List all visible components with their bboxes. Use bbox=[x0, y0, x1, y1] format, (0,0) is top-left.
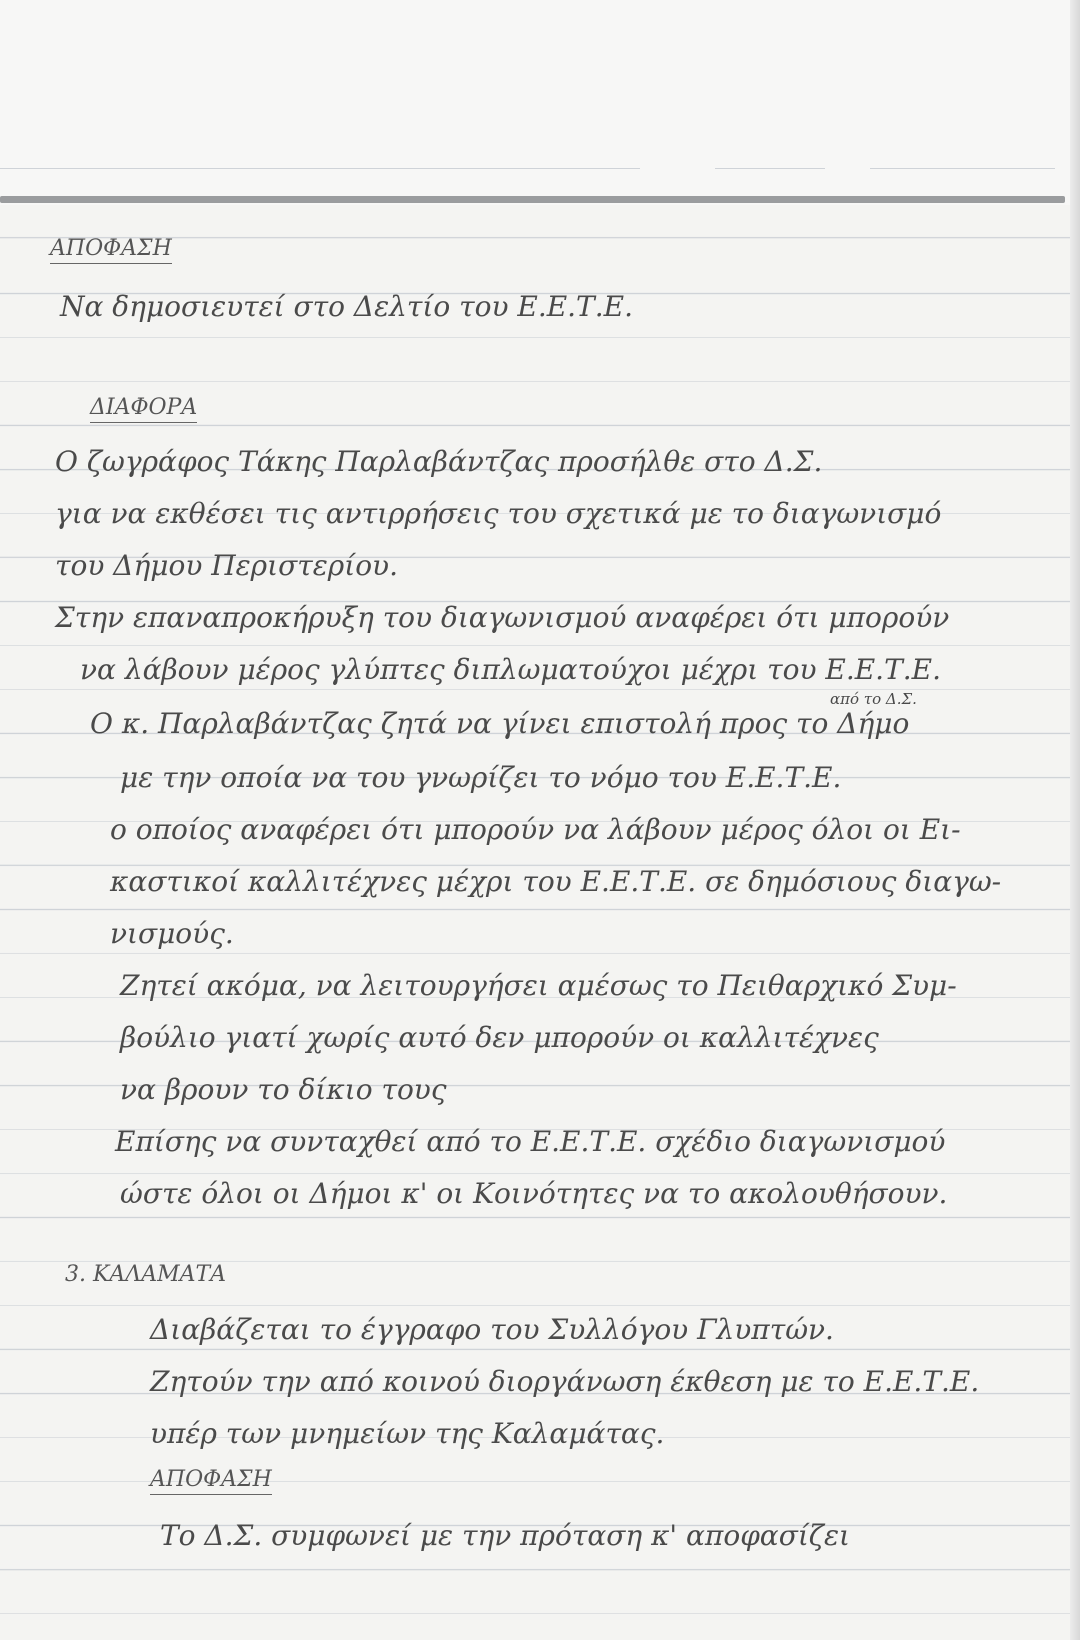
handwritten-line: νισμούς. bbox=[110, 917, 234, 950]
header-rule bbox=[0, 196, 1065, 203]
handwritten-line: Ζητεί ακόμα, να λειτουργήσει αμέσως το Πειθαρχικό Συμ- bbox=[120, 969, 957, 1002]
page-edge bbox=[1070, 0, 1080, 1640]
handwritten-line: ο οποίος αναφέρει ότι μπορούν να λάβουν μέρος όλοι οι Ει- bbox=[110, 813, 961, 846]
handwritten-line: καστικοί καλλιτέχνες μέχρι του Ε.Ε.Τ.Ε. σε δημόσιους διαγω- bbox=[110, 865, 1002, 898]
faint-rule bbox=[0, 168, 640, 169]
handwritten-line: ΔΙΑΦΟΡΑ bbox=[90, 395, 197, 423]
handwritten-line: Στην επαναπροκήρυξη του διαγωνισμού αναφέρει ότι μπορούν bbox=[55, 601, 950, 634]
handwritten-line: ΑΠΟΦΑΣΗ bbox=[150, 1467, 272, 1495]
handwritten-line: Να δημοσιευτεί στο Δελτίο του Ε.Ε.Τ.Ε. bbox=[60, 290, 633, 323]
handwritten-line: από το Δ.Σ. bbox=[830, 690, 917, 708]
handwritten-line: ώστε όλοι οι Δήμοι κ' οι Κοινότητες να το ακολουθήσουν. bbox=[120, 1177, 948, 1210]
handwritten-line: 3. ΚΑΛΑΜΑΤΑ bbox=[65, 1262, 227, 1287]
handwritten-line: για να εκθέσει τις αντιρρήσεις του σχετικά με το διαγωνισμό bbox=[55, 497, 942, 530]
handwritten-line: υπέρ των μνημείων της Καλαμάτας. bbox=[150, 1417, 665, 1450]
top-margin bbox=[0, 0, 1080, 205]
handwritten-line: Το Δ.Σ. συμφωνεί με την πρόταση κ' αποφασίζει bbox=[160, 1519, 850, 1552]
handwritten-line: βούλιο γιατί χωρίς αυτό δεν μπορούν οι καλλιτέχνες bbox=[120, 1021, 879, 1054]
handwritten-line: ΑΠΟΦΑΣΗ bbox=[50, 236, 172, 264]
handwritten-line: Ο ζωγράφος Τάκης Παρλαβάντζας προσήλθε στο Δ.Σ. bbox=[55, 445, 823, 478]
handwritten-line: να βρουν το δίκιο τους bbox=[120, 1073, 447, 1106]
faint-rule bbox=[715, 168, 825, 169]
handwritten-line: Διαβάζεται το έγγραφο του Συλλόγου Γλυπτών. bbox=[150, 1313, 834, 1346]
handwritten-line: Ο κ. Παρλαβάντζας ζητά να γίνει επιστολή προς το Δήμο bbox=[90, 707, 910, 740]
handwritten-line: του Δήμου Περιστερίου. bbox=[55, 549, 398, 582]
handwritten-line: με την οποία να του γνωρίζει το νόμο του Ε.Ε.Τ.Ε. bbox=[120, 761, 842, 794]
handwritten-line: να λάβουν μέρος γλύπτες διπλωματούχοι μέχρι του Ε.Ε.Τ.Ε. bbox=[80, 653, 941, 686]
handwritten-line: Ζητούν την από κοινού διοργάνωση έκθεση με το Ε.Ε.Τ.Ε. bbox=[150, 1365, 980, 1398]
handwritten-line: Επίσης να συνταχθεί από το Ε.Ε.Τ.Ε. σχέδιο διαγωνισμού bbox=[115, 1125, 946, 1158]
faint-rule bbox=[870, 168, 1055, 169]
